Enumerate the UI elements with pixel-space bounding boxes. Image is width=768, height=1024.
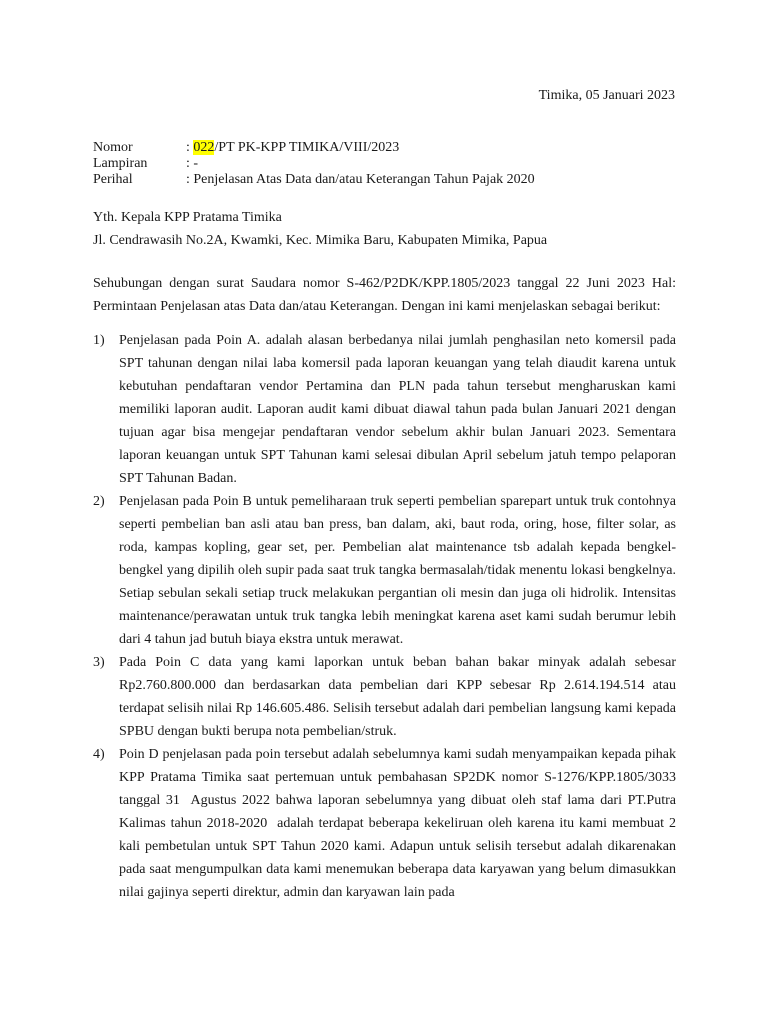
perihal-value: : Penjelasan Atas Data dan/atau Keterangan Tahun Pajak 2020 (186, 172, 535, 187)
list-item-number: 3) (93, 655, 105, 670)
meta-row-lampiran (93, 156, 535, 172)
list-item (93, 329, 676, 490)
list-item-number: 4) (93, 747, 105, 762)
nomor-rest: /PT PK-KPP TIMIKA/VIII/2023 (214, 140, 400, 155)
list-item (93, 490, 683, 651)
intro-paragraph: Sehubungan dengan surat Saudara nomor S-462/P2DK/KPP.1805/2023 tanggal 22 Juni 2023 Hal: Permintaan Penjelasan atas Data dan/atau Keterangan. Dengan ini kami menjelaskan sebagai berikut: (93, 276, 676, 314)
letter-meta (93, 140, 535, 188)
recipient-block (93, 206, 547, 252)
nomor-highlight: 022 (193, 140, 215, 155)
meta-row-perihal (93, 172, 535, 188)
nomor-label: Nomor (93, 140, 133, 155)
numbered-list (93, 329, 683, 904)
lampiran-label: Lampiran (93, 156, 148, 171)
letter-date: Timika, 05 Januari 2023 (538, 88, 675, 103)
list-item-text: Pada Poin C data yang kami laporkan untuk beban bahan bakar minyak adalah sebesar Rp2.760.800.000 dan berdasarkan data pembelian dari KPP sebesar Rp 2.614.194.514 atau terdapat selisih nilai Rp 146.605.486. Selisih tersebut adalah dari pembelian langsung kami kepada SPBU dengan bukti berupa nota pembelian/struk. (119, 655, 676, 739)
list-item-text: Penjelasan pada Poin A. adalah alasan berbedanya nilai jumlah penghasilan neto komersil pada SPT tahunan dengan nilai laba komersil pada laporan keuangan yang telah diaudit karena untuk kebutuhan pendaftaran vendor Pertamina dan PLN pada tahun tersebut mengharuskan kami memiliki laporan audit. Laporan audit kami dibuat diawal tahun pada bulan Januari 2021 dengan tujuan agar bisa mengejar pendaftaran vendor sebelum akhir bulan Januari 2023. Sementara laporan keuangan untuk SPT Tahunan kami selesai dibulan April sebelum jatuh tempo pelaporan SPT Tahunan Badan. (119, 333, 676, 486)
recipient-address: Jl. Cendrawasih No.2A, Kwamki, Kec. Mimika Baru, Kabupaten Mimika, Papua (93, 233, 548, 248)
meta-row-nomor (93, 140, 535, 156)
list-item (93, 651, 676, 743)
list-item-number: 2) (93, 494, 105, 509)
list-item-text: Poin D penjelasan pada poin tersebut adalah sebelumnya kami sudah menyampaikan kepada pihak KPP Pratama Timika saat pertemuan untuk pembahasan SP2DK nomor S-1276/KPP.1805/3033 tanggal 31 Agustus 2022 bahwa laporan sebelumnya yang dibuat oleh staf lama dari PT.Putra Kalimas tahun 2018-2020 adalah terdapat beberapa kekeliruan oleh karena itu kami membuat 2 kali pembetulan untuk SPT Tahun 2020 kami. Adapun untuk selisih tersebut adalah dikarenakan pada saat mengumpulkan data kami menemukan beberapa data karyawan yang belum dimasukkan nilai gajinya seperti direktur, admin dan karyawan lain pada (119, 747, 680, 900)
lampiran-value: : - (186, 156, 199, 171)
list-item-text: Penjelasan pada Poin B untuk pemeliharaan truk seperti pembelian sparepart untuk truk contohnya seperti pembelian ban asli atau ban press, ban dalam, aki, baut roda, oring, hose, filter solar, as roda, kampas kopling, gear set, per. Pembelian alat maintenance tsb adalah kepada bengkel-bengkel yang dipilih oleh supir pada saat truk tangka bermasalah/tidak menentu lokasi bengkelnya. Setiap sebulan sekali setiap truck melakukan pergantian oli mesin dan juga oli hidrolik. Intensitas maintenance/perawatan untuk truk tangka lebih meningkat karena aset kami sudah berumur lebih dari 4 tahun jad butuh biaya ekstra untuk merawat. (119, 494, 683, 647)
recipient-name: Yth. Kepala KPP Pratama Timika (93, 210, 282, 225)
nomor-value (186, 140, 399, 156)
list-item (93, 743, 680, 904)
nomor-prefix: : (186, 140, 194, 155)
perihal-label: Perihal (93, 172, 133, 187)
list-item-number: 1) (93, 333, 105, 348)
